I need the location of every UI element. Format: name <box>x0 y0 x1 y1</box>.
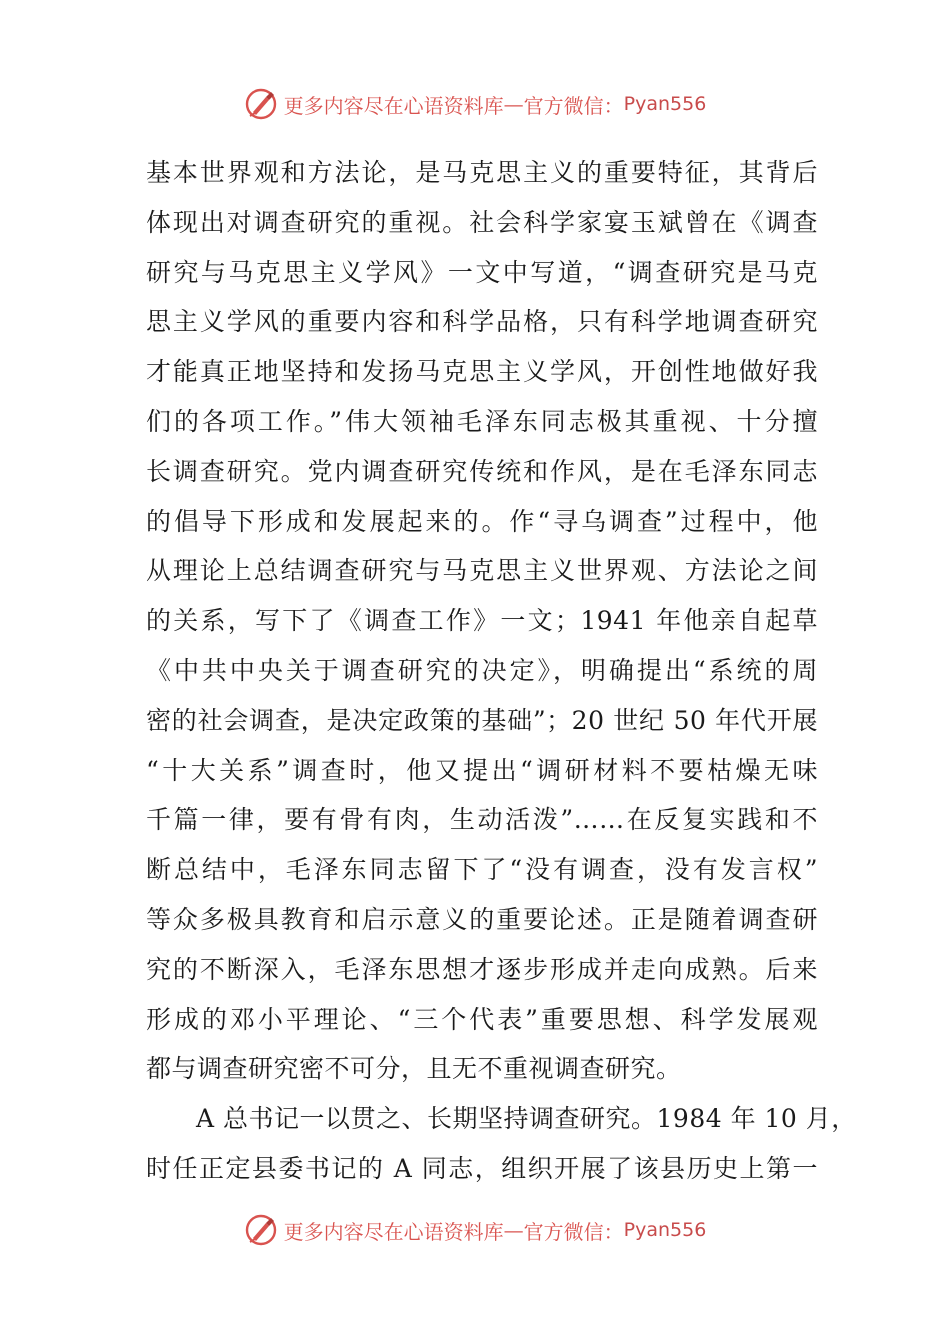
text-line: 研究与马克思主义学风》一文中写道，“调查研究是马克 <box>146 257 818 287</box>
text-line: 们的各项工作。”伟大领袖毛泽东同志极其重视、十分擅 <box>146 406 818 436</box>
text-line: 密的社会调查，是决定政策的基础”；20 世纪 50 年代开展 <box>146 705 818 735</box>
text-line: 思主义学风的重要内容和科学品格，只有科学地调查研究 <box>146 307 818 337</box>
text-line: 的倡导下形成和发展起来的。作“寻乌调查”过程中，他 <box>146 506 818 536</box>
text-line: “十大关系”调查时，他又提出“调研材料不要枯燥无味 <box>146 755 818 785</box>
text-line-paragraph-start: A 总书记一以贯之、长期坚持调查研究。1984 年 10 月， <box>196 1104 857 1134</box>
pen-logo-icon <box>244 87 278 121</box>
text-line: 时任正定县委书记的 A 同志，组织开展了该县历史上第一 <box>146 1153 818 1183</box>
text-line: 长调查研究。党内调查研究传统和作风，是在毛泽东同志 <box>146 456 818 486</box>
watermark-dash: — <box>503 92 524 116</box>
text-line: 才能真正地坚持和发扬马克思主义学风，开创性地做好我 <box>146 357 818 387</box>
watermark-contact-id: Pyan556 <box>623 1219 707 1241</box>
text-line: 体现出对调查研究的重视。社会科学家宴玉斌曾在《调查 <box>146 207 818 237</box>
watermark-contact-label: 官方微信： <box>523 93 624 118</box>
watermark-contact-id: Pyan556 <box>623 93 707 115</box>
text-line: 基本世界观和方法论，是马克思主义的重要特征，其背后 <box>146 158 818 187</box>
text-line: 究的不断深入，毛泽东思想才逐步形成并走向成熟。后来 <box>146 954 818 984</box>
text-line: 形成的邓小平理论、“三个代表”重要思想、科学发展观 <box>146 1004 818 1034</box>
text-line: 断总结中，毛泽东同志留下了“没有调查，没有发言权” <box>146 855 818 885</box>
watermark-title: 更多内容尽在心语资料库 <box>283 93 504 118</box>
text-line-paragraph-end: 都与调查研究密不可分，且无不重视调查研究。 <box>146 1054 682 1084</box>
text-line: 《中共中央关于调查研究的决定》，明确提出“系统的周 <box>146 655 818 685</box>
watermark-dash: — <box>503 1218 524 1242</box>
watermark-title: 更多内容尽在心语资料库 <box>283 1219 504 1244</box>
watermark-contact-label: 官方微信： <box>523 1219 624 1244</box>
pen-logo-icon <box>244 1213 278 1247</box>
text-line: 千篇一律，要有骨有肉，生动活泼”……在反复实践和不 <box>146 805 818 835</box>
article-body <box>146 148 857 1194</box>
watermark-banner-top <box>0 84 950 124</box>
text-line: 的关系，写下了《调查工作》一文；1941 年他亲自起草 <box>146 606 818 636</box>
watermark-banner-bottom <box>0 1210 950 1250</box>
text-line: 从理论上总结调查研究与马克思主义世界观、方法论之间 <box>146 556 818 586</box>
text-line: 等众多极具教育和启示意义的重要论述。正是随着调查研 <box>146 904 818 934</box>
